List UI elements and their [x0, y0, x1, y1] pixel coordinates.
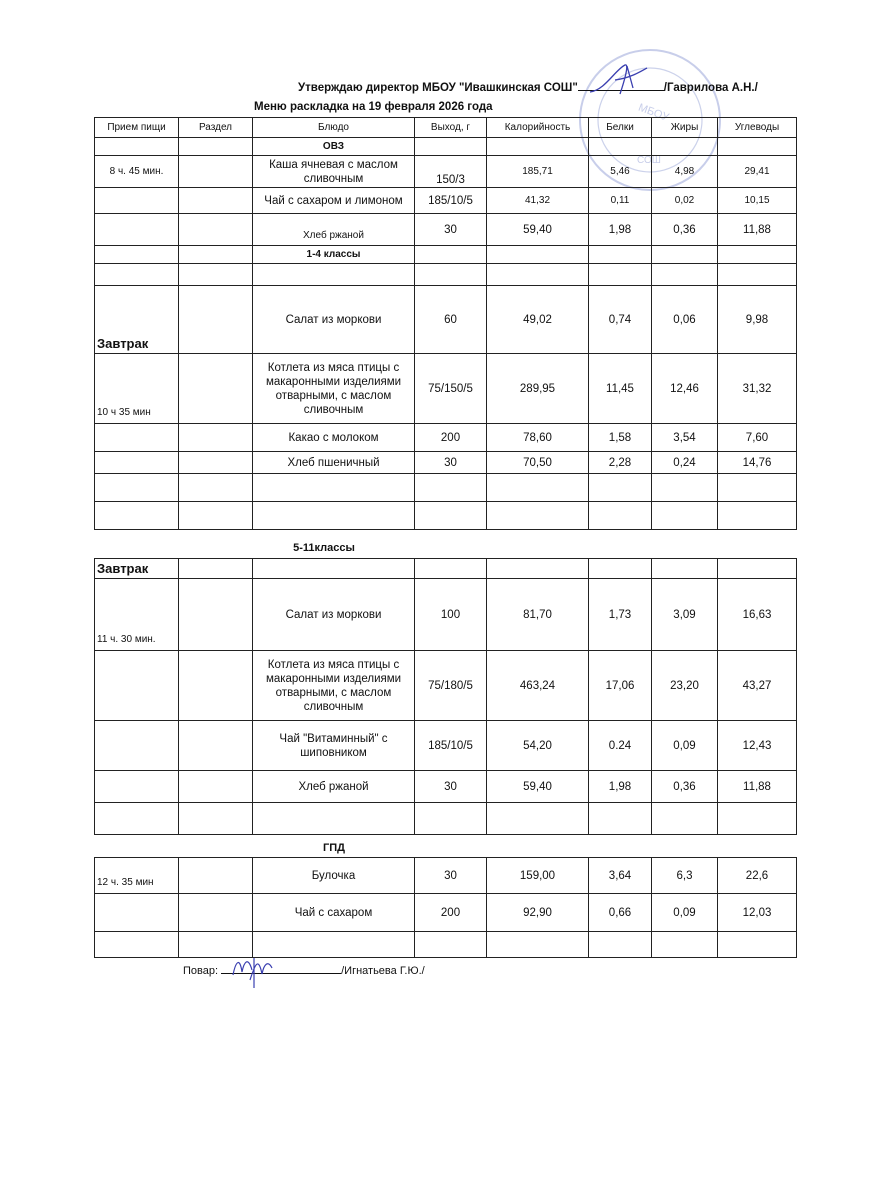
- cook-name: /Игнатьева Г.Ю./: [341, 965, 425, 977]
- approval-line: [298, 80, 758, 94]
- menu-table-ovz-1-4: [94, 117, 797, 530]
- director-name: /Гаврилова А.Н./: [663, 82, 758, 94]
- table-row: Какао с молоком 200 78,60 1,58 3,54 7,60: [95, 424, 797, 452]
- table-row: [95, 502, 797, 530]
- meal-time: 10 ч 35 мин: [95, 354, 179, 424]
- table-row: [95, 474, 797, 502]
- table-row: Завтрак Салат из моркови 60 49,02 0,74 0,06 9,98: [95, 286, 797, 354]
- table-row: Чай с сахаром 200 92,90 0,66 0,09 12,03: [95, 894, 797, 932]
- approval-prefix: Утверждаю директор МБОУ "Ивашкинская СОШ": [298, 82, 578, 94]
- col-fat: Жиры: [652, 118, 718, 138]
- table-row: Чай с сахаром и лимоном 185/10/5 41,32 0,11 0,02 10,15: [95, 188, 797, 214]
- menu-table-5-11: [94, 558, 797, 835]
- table-row: 10 ч 35 мин Котлета из мяса птицы с макаронными изделиями отварными, с маслом сливочным 75/150/5 289,95 11,45 12,46 31,32: [95, 354, 797, 424]
- col-meal: Прием пищи: [95, 118, 179, 138]
- svg-text:СОШ: СОШ: [637, 155, 661, 166]
- dish-name: Каша ячневая с маслом сливочным: [253, 156, 415, 188]
- col-dish: Блюдо: [253, 118, 415, 138]
- menu-date-title: Меню раскладка на 19 февраля 2026 года: [254, 101, 493, 113]
- col-output: Выход, г: [415, 118, 487, 138]
- table-row: [95, 803, 797, 835]
- section-row-1-4: [95, 246, 797, 264]
- section-title-1-4: 1-4 классы: [253, 246, 415, 264]
- cook-label: Повар:: [183, 965, 219, 977]
- table-row: [95, 559, 797, 579]
- table-row: Чай "Витаминный" с шиповником 185/10/5 54,20 0.24 0,09 12,43: [95, 721, 797, 771]
- section-title-ovz: ОВЗ: [253, 138, 415, 156]
- table-row: Хлеб ржаной 30 59,40 1,98 0,36 11,88: [95, 214, 797, 246]
- table-row: 12 ч. 35 мин Булочка 30 159,00 3,64 6,3 22,6: [95, 858, 797, 894]
- meal-time: 8 ч. 45 мин.: [95, 156, 179, 188]
- table-row: 8 ч. 45 мин. Каша ячневая с маслом сливочным 150/3 185,71 5,46 4,98 29,41: [95, 156, 797, 188]
- section-row-ovz: [95, 138, 797, 156]
- table-header-row: [95, 118, 797, 138]
- meal-time: 12 ч. 35 мин: [95, 858, 179, 894]
- cook-signature-line: [183, 963, 425, 977]
- col-carbs: Углеводы: [718, 118, 797, 138]
- table-row: Хлеб ржаной 30 59,40 1,98 0,36 11,88: [95, 771, 797, 803]
- svg-text:МБОУ: МБОУ: [636, 101, 671, 124]
- menu-table-gpd: [94, 857, 797, 958]
- col-section: Раздел: [179, 118, 253, 138]
- col-calories: Калорийность: [487, 118, 589, 138]
- section-title-gpd: ГПД: [323, 842, 345, 854]
- table-row: 11 ч. 30 мин. Салат из моркови 100 81,70 1,73 3,09 16,63: [95, 579, 797, 651]
- table-row: [95, 932, 797, 958]
- table-row: Котлета из мяса птицы с макаронными изделиями отварными, с маслом сливочным 75/180/5 463,24 17,06 23,20 43,27: [95, 651, 797, 721]
- section-title-5-11: 5-11классы: [293, 542, 355, 554]
- meal-label: Завтрак: [95, 559, 179, 579]
- meal-time: 11 ч. 30 мин.: [95, 579, 179, 651]
- col-protein: Белки: [589, 118, 652, 138]
- table-row: [95, 264, 797, 286]
- table-row: Хлеб пшеничный 30 70,50 2,28 0,24 14,76: [95, 452, 797, 474]
- meal-label: Завтрак: [95, 286, 179, 354]
